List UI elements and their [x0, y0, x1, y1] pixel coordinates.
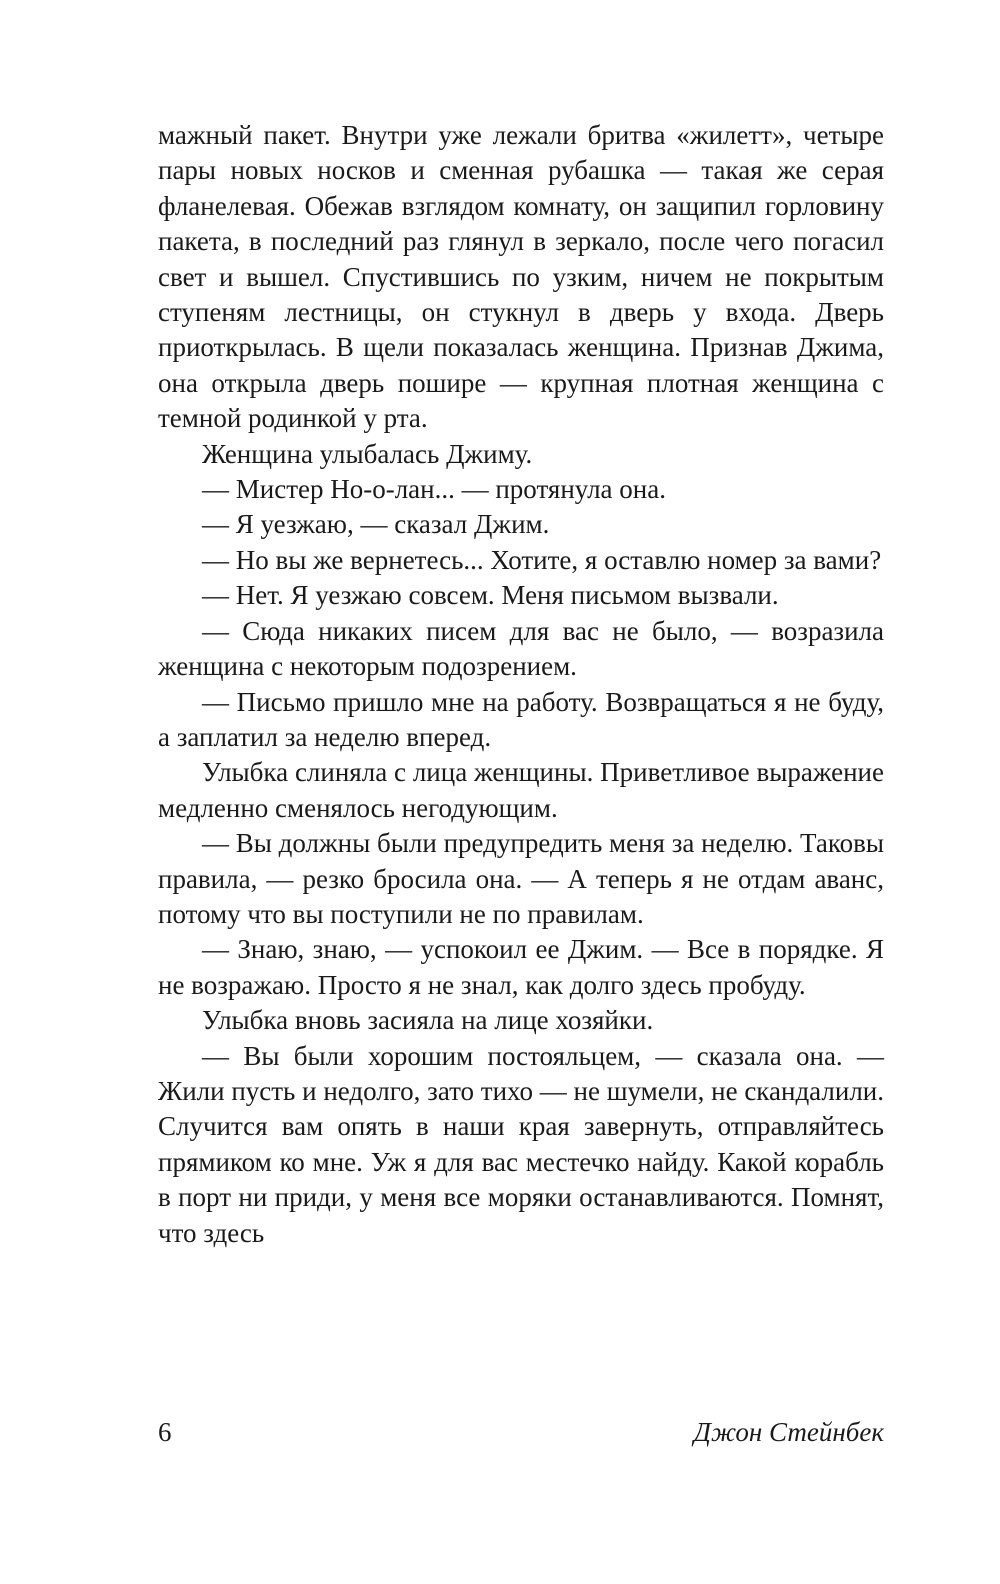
body-text	[158, 118, 884, 1251]
paragraph: Улыбка слиняла с лица женщины. Приветливое выражение медленно сменялось негодующим.	[158, 757, 884, 823]
page-number: 6	[158, 1417, 172, 1447]
paragraph: — Мистер Но-о-лан... — протянула она.	[202, 474, 666, 505]
paragraph: — Я уезжаю, — сказал Джим.	[202, 509, 550, 540]
paragraph: Женщина улыбалась Джиму.	[202, 438, 533, 469]
paragraph: — Вы должны были предупредить меня за неделю. Таковы правила, — резко бросила она. — А теперь я не отдам аванс, потому что вы поступили не по правилам.	[158, 828, 884, 929]
paragraph: — Письмо пришло мне на работу. Возвращаться я не буду, а заплатил за неделю вперед.	[158, 686, 884, 752]
paragraph: — Знаю, знаю, — успокоил ее Джим. — Все в порядке. Я не возражаю. Просто я не знал, как долго здесь пробуду.	[158, 934, 884, 1000]
paragraph: — Но вы же вернетесь... Хотите, я оставлю номер за вами?	[202, 544, 882, 575]
running-footer-author: Джон Стейнбек	[693, 1417, 884, 1447]
paragraph: мажный пакет. Внутри уже лежали бритва «жилетт», четыре пары новых носков и сменная рубашка — такая же серая фланелевая. Обежав взглядом комнату, он защипил горловину пакета, в последний раз глянул в зеркало, после чего погасил свет и вышел. Спустившись по узким, ничем не покрытым ступеням лестницы, он стукнул в дверь у входа. Дверь приоткрылась. В щели показалась женщина. Признав Джима, она открыла дверь пошире — крупная плотная женщина с темной родинкой у рта.	[158, 120, 884, 434]
book-page	[158, 118, 884, 1251]
page-footer	[158, 1414, 884, 1450]
paragraph: — Нет. Я уезжаю совсем. Меня письмом вызвали.	[202, 580, 779, 611]
paragraph: — Сюда никаких писем для вас не было, — возразила женщина с некоторым подозрением.	[158, 615, 884, 682]
paragraph: Улыбка вновь засияла на лице хозяйки.	[202, 1005, 654, 1036]
paragraph: — Вы были хорошим постояльцем, — сказала она. — Жили пусть и недолго, зато тихо — не шумели, не скандалили. Случится вам опять в наши края завернуть, отправляйтесь прямиком ко мне. Уж я для вас местечко найду. Какой корабль в порт ни приди, у меня все моряки останавливаются. Помнят, что здесь	[158, 1040, 884, 1248]
